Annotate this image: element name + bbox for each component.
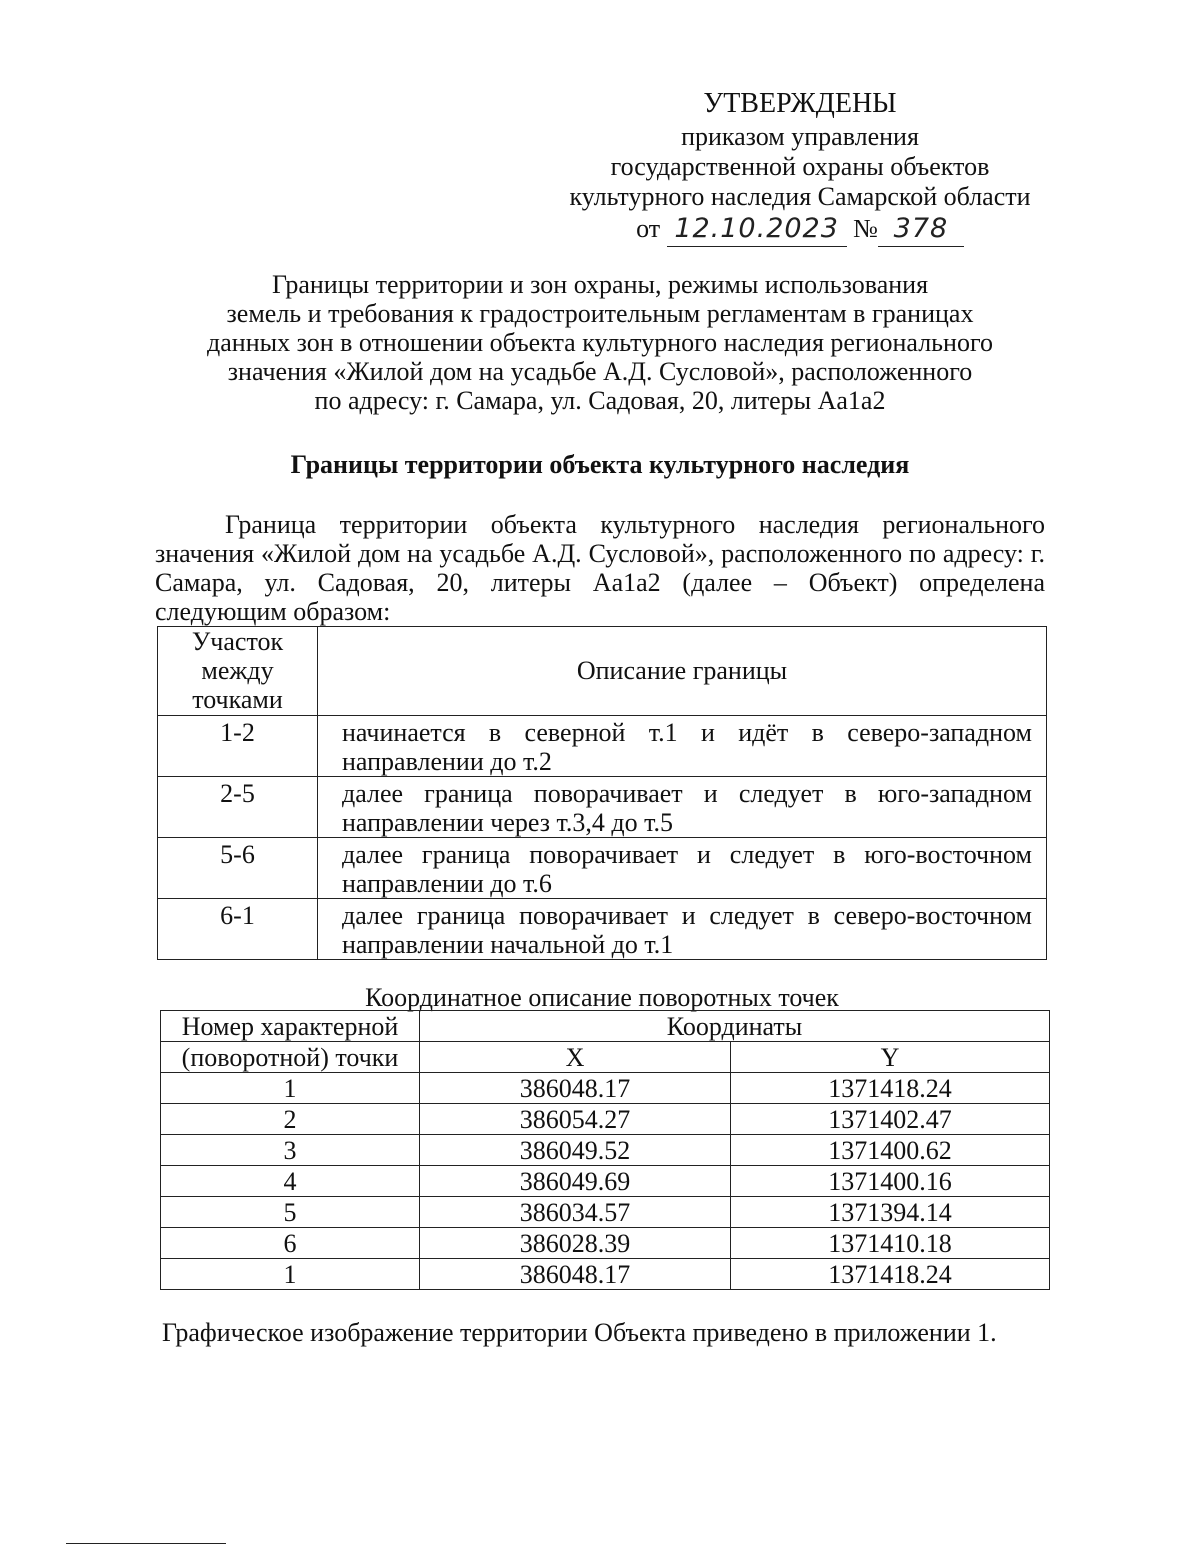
y-cell: 1371394.14 xyxy=(731,1197,1050,1228)
table-row xyxy=(161,1135,1050,1166)
segment-cell: 6-1 xyxy=(158,899,318,960)
footer-note: Графическое изображение территории Объекта приведено в приложении 1. xyxy=(162,1318,997,1347)
coords-header-row xyxy=(161,1011,1050,1042)
table-row xyxy=(161,1166,1050,1197)
table-row xyxy=(161,1197,1050,1228)
x-cell: 386049.69 xyxy=(420,1166,731,1197)
header-segment-line: Участок xyxy=(191,627,284,656)
number-prefix: № xyxy=(853,214,878,243)
x-cell: 386049.52 xyxy=(420,1135,731,1166)
point-cell: 4 xyxy=(161,1166,420,1197)
approval-block xyxy=(540,86,1060,247)
title-line: земель и требования к градостроительным регламентам в границах xyxy=(226,299,974,328)
point-cell: 1 xyxy=(161,1073,420,1104)
coords-caption: Координатное описание поворотных точек xyxy=(365,983,839,1012)
table-row xyxy=(158,777,1047,838)
description-cell: далее граница поворачивает и следует в юго-восточном направлении до т.6 xyxy=(318,838,1047,899)
x-cell: 386034.57 xyxy=(420,1197,731,1228)
segment-cell: 1-2 xyxy=(158,716,318,777)
document-title xyxy=(155,270,1045,415)
header-point-line-1: Номер характерной xyxy=(161,1011,420,1042)
x-cell: 386048.17 xyxy=(420,1259,731,1290)
coords-table xyxy=(160,1010,1050,1290)
description-cell: далее граница поворачивает и следует в северо-восточном направлении начальной до т.1 xyxy=(318,899,1047,960)
header-y: Y xyxy=(731,1042,1050,1073)
table-row xyxy=(161,1104,1050,1135)
date-prefix: от xyxy=(636,214,661,243)
point-cell: 2 xyxy=(161,1104,420,1135)
handwritten-date: 12.10.2023 xyxy=(667,212,847,247)
y-cell: 1371400.62 xyxy=(731,1135,1050,1166)
y-cell: 1371410.18 xyxy=(731,1228,1050,1259)
coords-subheader-row xyxy=(161,1042,1050,1073)
title-line: значения «Жилой дом на усадьбе А.Д. Сусловой», расположенного xyxy=(227,357,973,386)
title-line: данных зон в отношении объекта культурного наследия регионального xyxy=(207,328,993,357)
y-cell: 1371400.16 xyxy=(731,1166,1050,1197)
title-line: по адресу: г. Самара, ул. Садовая, 20, литеры Аa1a2 xyxy=(314,386,886,415)
intro-paragraph: Граница территории объекта культурного наследия регионального значения «Жилой дом на усадьбе А.Д. Сусловой», расположенного по адресу: г. Самара, ул. Садовая, 20, литеры Аa1a2 (далее – Объект) определена следующим образом: xyxy=(155,510,1045,626)
header-segment-line: между xyxy=(201,656,274,685)
segment-cell: 2-5 xyxy=(158,777,318,838)
point-cell: 6 xyxy=(161,1228,420,1259)
table-row xyxy=(158,716,1047,777)
title-line: Границы территории и зон охраны, режимы использования xyxy=(271,270,929,299)
header-segment xyxy=(158,627,318,716)
y-cell: 1371402.47 xyxy=(731,1104,1050,1135)
point-cell: 5 xyxy=(161,1197,420,1228)
table-row xyxy=(158,899,1047,960)
header-coordinates: Координаты xyxy=(420,1011,1050,1042)
approval-line-2: государственной охраны объектов xyxy=(610,152,990,181)
table-row xyxy=(158,838,1047,899)
approval-title: УТВЕРЖДЕНЫ xyxy=(703,88,897,119)
approval-line-3: культурного наследия Самарской области xyxy=(569,182,1031,211)
x-cell: 386054.27 xyxy=(420,1104,731,1135)
handwritten-number: 378 xyxy=(878,212,964,247)
point-cell: 3 xyxy=(161,1135,420,1166)
segment-cell: 5-6 xyxy=(158,838,318,899)
approval-line-1: приказом управления xyxy=(681,122,919,151)
point-cell: 1 xyxy=(161,1259,420,1290)
approval-date-line xyxy=(636,212,964,247)
boundary-table xyxy=(157,626,1047,960)
section-heading: Границы территории объекта культурного наследия xyxy=(290,450,910,479)
description-cell: начинается в северной т.1 и идёт в северо-западном направлении до т.2 xyxy=(318,716,1047,777)
x-cell: 386028.39 xyxy=(420,1228,731,1259)
description-cell: далее граница поворачивает и следует в юго-западном направлении через т.3,4 до т.5 xyxy=(318,777,1047,838)
y-cell: 1371418.24 xyxy=(731,1073,1050,1104)
header-description: Описание границы xyxy=(318,627,1047,716)
header-segment-line: точками xyxy=(192,685,283,714)
boundary-header-row xyxy=(158,627,1047,716)
x-cell: 386048.17 xyxy=(420,1073,731,1104)
table-row xyxy=(161,1259,1050,1290)
table-row xyxy=(161,1228,1050,1259)
table-row xyxy=(161,1073,1050,1104)
footnote-separator xyxy=(66,1543,226,1544)
header-x: X xyxy=(420,1042,731,1073)
y-cell: 1371418.24 xyxy=(731,1259,1050,1290)
header-point-line-2: (поворотной) точки xyxy=(161,1042,420,1073)
